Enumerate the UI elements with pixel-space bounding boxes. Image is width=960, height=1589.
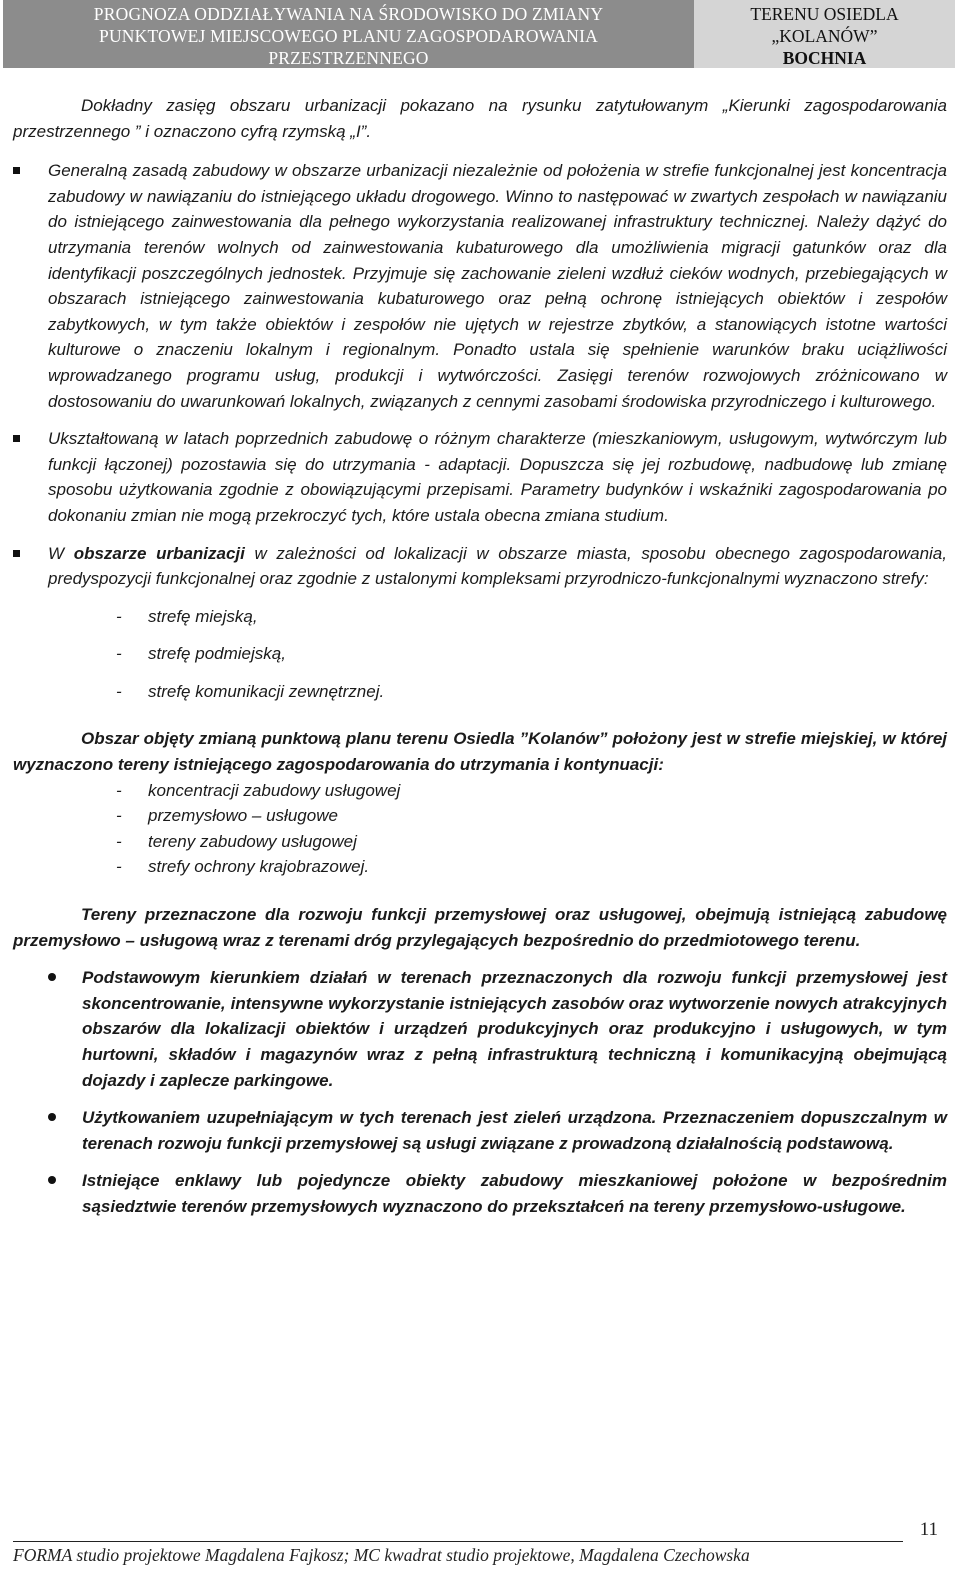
page-header [3,0,955,68]
round-bullet-icon [48,1176,56,1184]
dash-marker: - [116,681,122,701]
footer-credits: FORMA studio projektowe Magdalena Fajkosz; MC kwadrat studio projektowe, Magdalena Czechowska [13,1545,750,1565]
bullet-text: Ukształtowaną w latach poprzednich zabudowę o różnym charakterze (mieszkaniowym, usługowym, wytwórczym lub funkcji łączonej) pozostawia się do utrzymania - adaptacji. Dopuszcza się jej rozbudowę, nadbudowę lub zmianę sposobu użytkowania zgodnie z obowiązującymi przepisami. Parametry budynków i wskaźniki zagospodarowania po dokonaniu zmian nie mogą przekroczyć tych, które ustala obecna zmiana studium. [48,429,947,525]
square-bullet-item [13,426,947,528]
bullet-text-emphasis: obszarze urbanizacji [73,543,245,563]
header-location-line: TERENU OSIEDLA [750,4,899,24]
header-title-block [3,0,694,68]
kolanow-list-text: tereny zabudowy usługowej [148,831,357,851]
dash-marker: - [116,606,122,626]
dash-marker: - [116,806,122,826]
header-title-line: PUNKTOWEJ MIEJSCOWEGO PLANU ZAGOSPODAROWANIA [99,26,598,46]
header-location-line: „KOLANÓW” [771,26,878,46]
round-bullet-item [13,965,947,1093]
header-title-line: PRZESTRZENNEGO [268,48,429,68]
bullet-text-start: W [48,543,74,563]
zone-list-item [13,604,947,630]
zone-name: strefę miejską, [148,606,258,626]
kolanow-list-text: strefy ochrony krajobrazowej. [148,857,370,877]
bullet-text: Generalną zasadą zabudowy w obszarze urbanizacji niezależnie od położenia w strefie funkcjonalnej jest koncentracja zabudowy w nawiązaniu do istniejącego układu drogowego. Winno to następować w zwartych zespołach w nawiązaniu do istniejącego zainwestowania dla pełnego wykorzystania realizowanej infrastruktury technicznej. Należy dążyć do utrzymania terenów wolnych od zainwestowania kubaturowego dla umożliwienia migracji gatunków oraz dla identyfikacji poszczególnych jednostek. Przyjmuje się zachowanie zieleni wzdłuż cieków wodnych, przebiegających w obszarach istniejącego zainwestowania kubaturowego oraz pełną ochronę istniejących obiektów i zespołów zabytkowych, w tym także obiektów i zespołów nie ujętych w rejestrze zbytków, a stanowiących istotne wartości kulturowe o znaczeniu lokalnym i regionalnym. Ponadto ustala się spełnienie warunków braku uciążliwości wprowadzanego programu usług, produkcji i wytwórczości. Zasięgi terenów rozwojowych zróżnicowano w dostosowaniu do uwarunkowań lokalnych, związanych z cennymi zasobami środowiska przyrodniczego i kulturowego. [48,161,947,411]
round-bullet-item [13,1105,947,1156]
page-number: 11 [919,1519,938,1540]
document-body [13,93,947,1220]
bullet-text: Podstawowym kierunkiem działań w terenach przeznaczonych dla rozwoju funkcji przemysłowej jest skoncentrowanie, intensywne wykorzystanie istniejących zasobów oraz wytworzenie nowych atrakcyjnych obszarów dla lokalizacji obiektów i urządzeń produkcyjnych oraz produkcyjno i usługowych, w tym hurtowni, składów i magazynów wraz z pełną infrastrukturą techniczną i komunikacyjną obejmującą dojazdy i zaplecze parkingowe. [82,968,947,1090]
zone-list-item [13,641,947,667]
bullet-text: Użytkowaniem uzupełniającym w tych terenach jest zieleń urządzona. Przeznaczeniem dopuszczalnym w terenach rozwoju funkcji przemysłowej są usługi związane z prowadzoną działalnością podstawową. [82,1108,947,1153]
kolanow-list-item [13,778,947,804]
kolanow-list-item [13,829,947,855]
square-bullet-icon [13,435,20,442]
tereny-paragraph: Tereny przeznaczone dla rozwoju funkcji przemysłowej oraz usługowej, obejmują istniejącą zabudowę przemysłowo – usługową wraz z terenami dróg przylegających bezpośrednio do przedmiotowego terenu. [13,905,947,950]
header-title-line: PROGNOZA ODDZIAŁYWANIA NA ŚRODOWISKO DO ZMIANY [93,4,604,24]
round-bullet-item [13,1168,947,1219]
kolanow-list-item [13,854,947,880]
kolanow-list-item [13,803,947,829]
dash-marker: - [116,644,122,664]
dash-marker: - [116,857,122,877]
square-bullet-icon [13,550,20,557]
bullet-text-rest: w zależności od lokalizacji w obszarze miasta, sposobu obecnego zagospodarowania, predyspozycji funkcjonalnej oraz zgodnie z ustalonymi kompleksami przyrodniczo-funkcjonalnymi wyznaczono strefy: [48,543,947,589]
footer-divider [13,1541,903,1542]
square-bullet-item [13,541,947,592]
kolanow-list-text: przemysłowo – usługowe [148,806,338,826]
square-bullet-item [13,158,947,414]
zone-list-item [13,679,947,705]
zone-name: strefę komunikacji zewnętrznej. [148,681,385,701]
dash-marker: - [116,831,122,851]
kolanow-paragraph: Obszar objęty zmianą punktową planu terenu Osiedla ”Kolanów” położony jest w strefie miejskiej, w której wyznaczono tereny istniejącego zagospodarowania do utrzymania i kontynuacji: [13,729,947,775]
dash-marker: - [116,780,122,800]
header-location-block [694,0,955,68]
intro-paragraph: Dokładny zasięg obszaru urbanizacji pokazano na rysunku zatytułowanym „Kierunki zagospodarowania przestrzennego ” i oznaczono cyfrą rzymską „I”. [13,96,947,141]
header-city: BOCHNIA [782,48,867,68]
square-bullet-icon [13,167,20,174]
round-bullet-icon [48,973,56,981]
zone-name: strefę podmiejską, [148,644,286,664]
round-bullet-icon [48,1113,56,1121]
kolanow-list-text: koncentracji zabudowy usługowej [148,780,401,800]
bullet-text: Istniejące enklawy lub pojedyncze obiekty zabudowy mieszkaniowej położone w bezpośrednim sąsiedztwie terenów przemysłowych wyznaczono do przekształceń na tereny przemysłowo-usługowe. [82,1171,947,1216]
